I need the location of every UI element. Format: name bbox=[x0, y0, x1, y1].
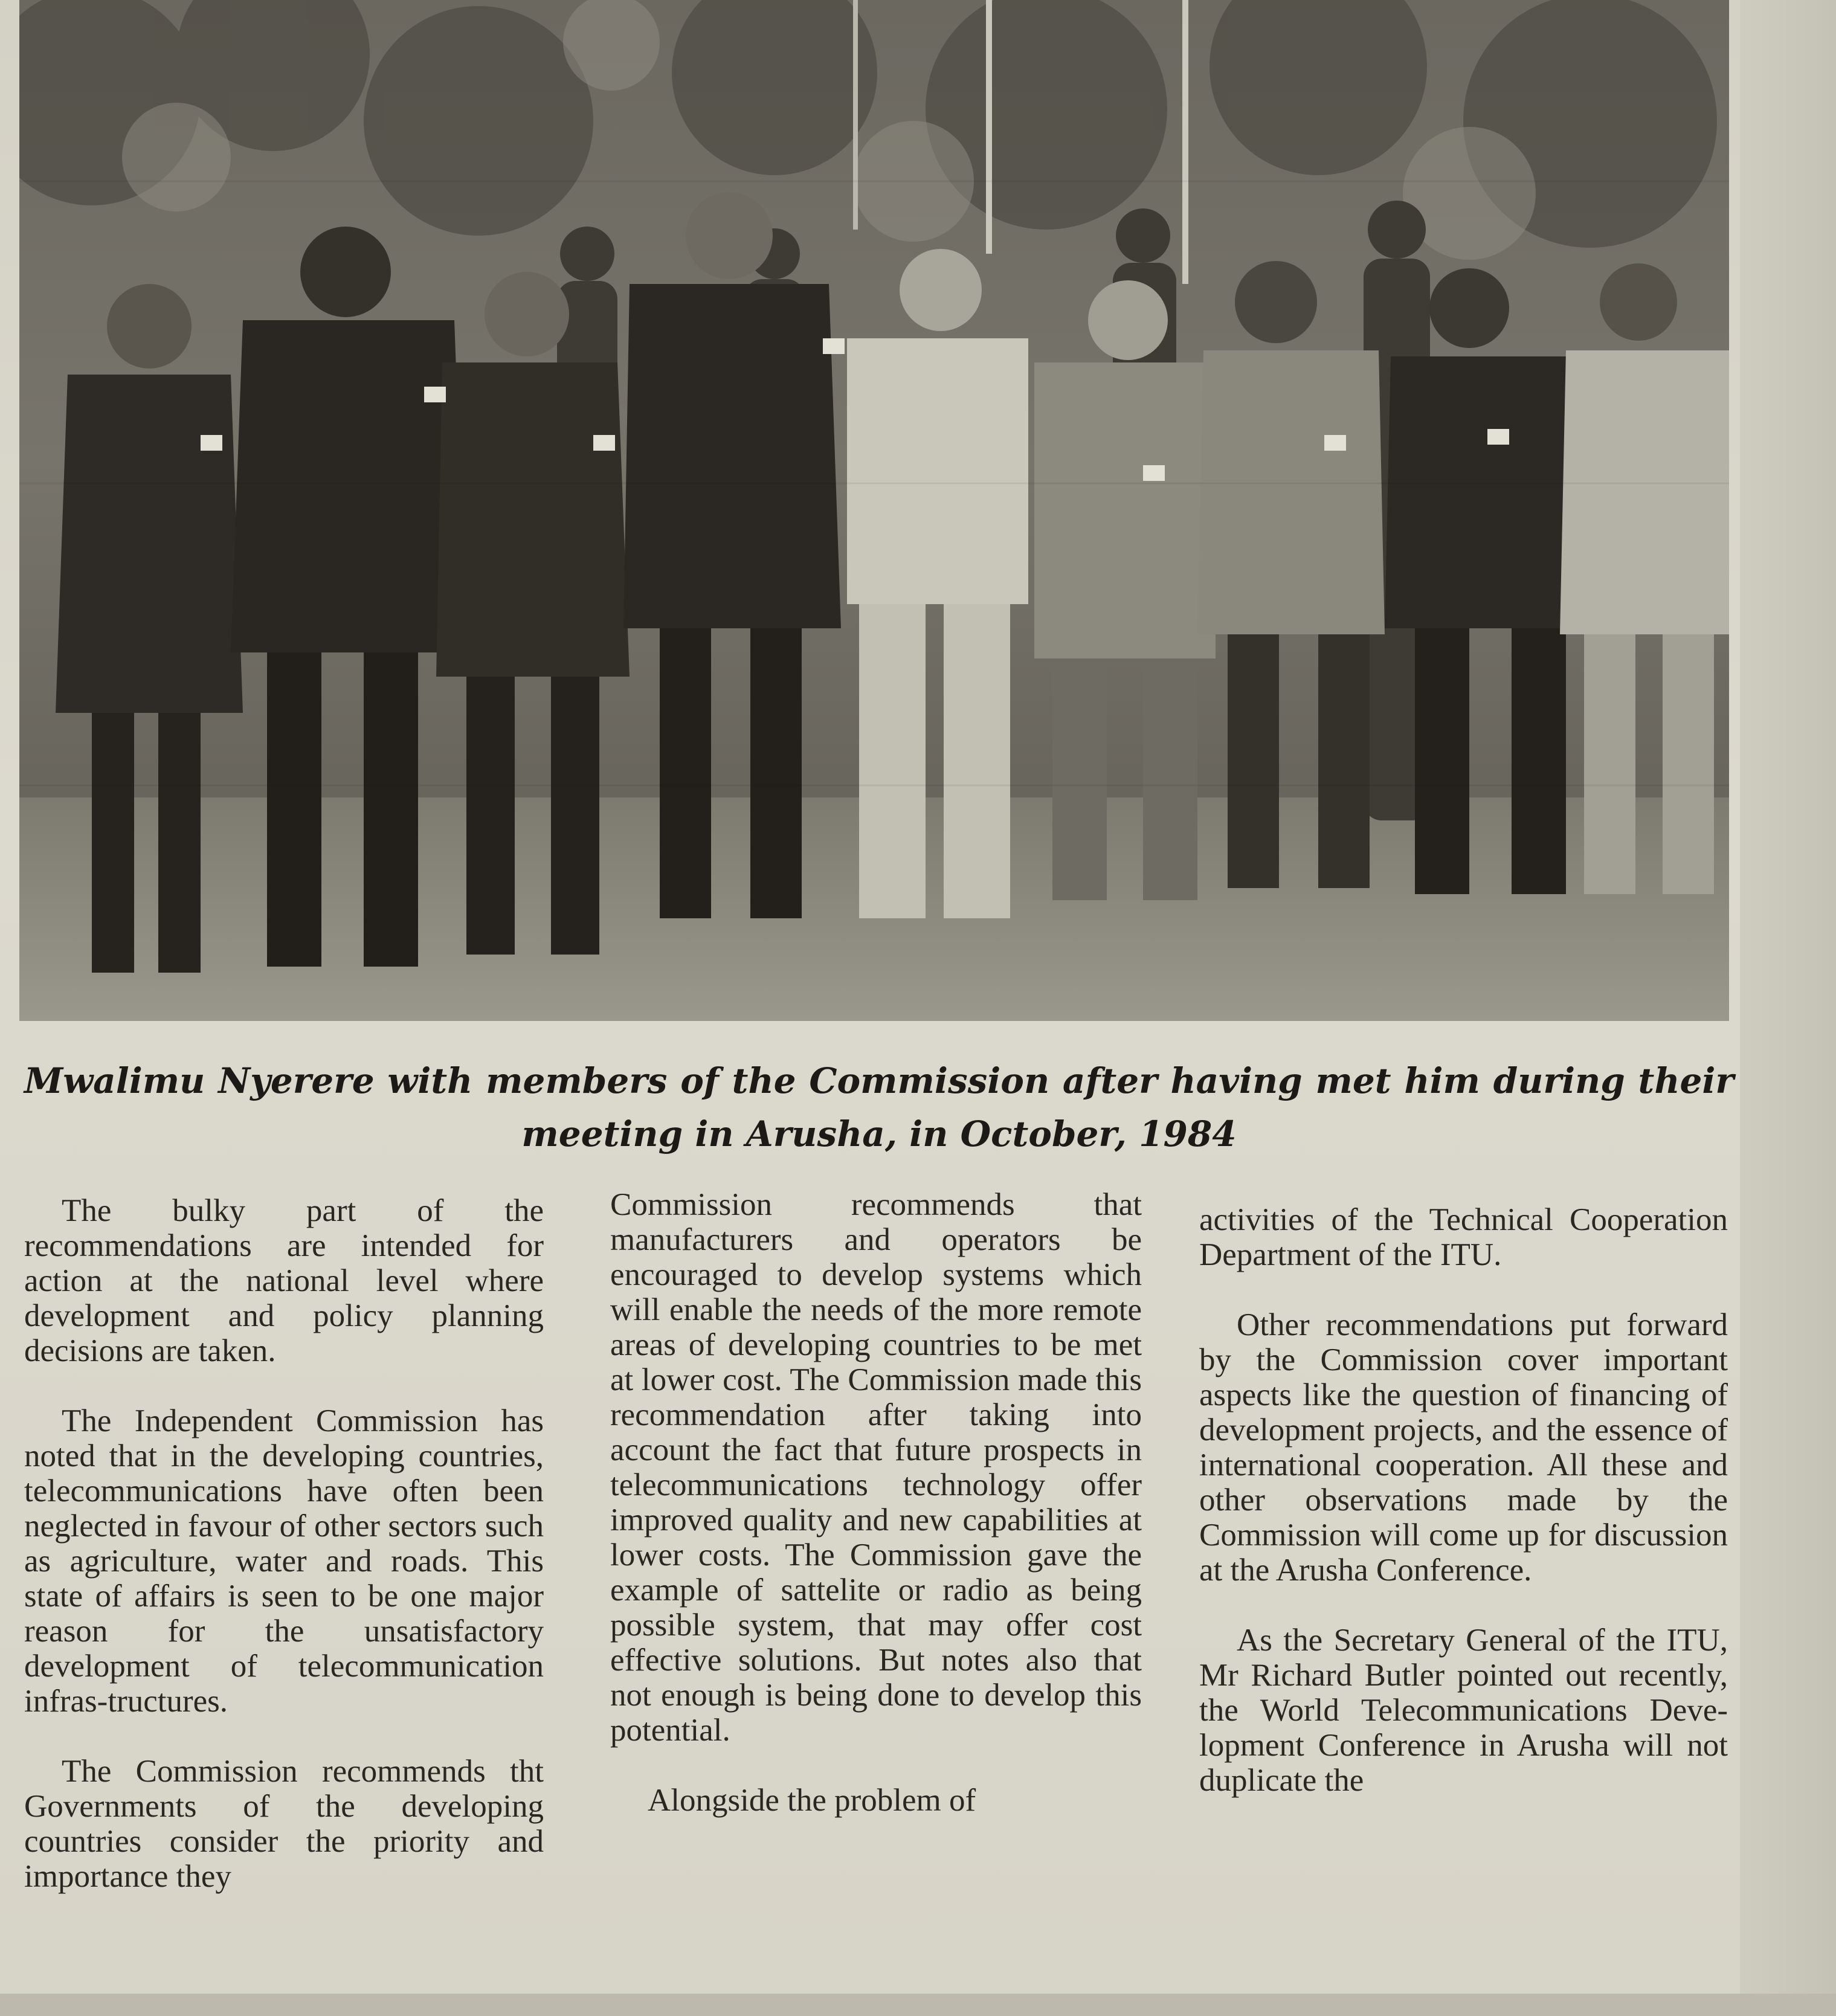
paragraph: activities of the Technical Cooperation Department of the ITU. bbox=[1199, 1202, 1728, 1272]
caption-line-2: meeting in Arusha, in October, 1984 bbox=[521, 1113, 1237, 1155]
caption-line-1: Mwalimu Nyerere with members of the Commission after having met him during their bbox=[24, 1060, 1734, 1101]
paragraph: Commission recommends that manufacturers and operators be encouraged to develop systems which will enable the needs of the more remote areas of developing countries to be met at lower cost. The Commission made this recommendation after taking into account the fact that future prospects in telecommunications technology offer improved quality and new capabilities at lower costs. The Commission gave the example of sattelite or radio as being possible system, that may offer cost effective solutions. But notes also that not enough is being done to develop this potential. bbox=[610, 1187, 1142, 1748]
photo-illustration bbox=[19, 0, 1729, 1021]
article-column-1 bbox=[24, 1193, 544, 1894]
paragraph: The Independent Commission has noted that in the developing countries, telecommunications have often been neglected in favour of other sectors such as agriculture, water and roads. This state of affairs is seen to be one major reason for the unsatisfactory development of telecommunication infras-tructures. bbox=[24, 1403, 544, 1719]
paragraph: The Commission recommends tht Governments of the developing countries consider the priority and importance they bbox=[24, 1754, 544, 1894]
paragraph: Alongside the problem of bbox=[648, 1783, 976, 1818]
article-column-2 bbox=[610, 1187, 1142, 1818]
paragraph: The bulky part of the recommendations are intended for action at the national level where development and policy planning decisions are taken. bbox=[24, 1193, 544, 1368]
page-bottom-edge bbox=[0, 1994, 1836, 2016]
group-photograph bbox=[19, 0, 1729, 1021]
article-column-3 bbox=[1199, 1202, 1728, 1798]
page-edge bbox=[1740, 0, 1836, 2016]
paragraph: Other recommendations put forward by the Commission cover important aspects like the question of financing of development projects, and the essence of international cooperation. All these and other observations made by the Commission will come up for discussion at the Arusha Conference. bbox=[1199, 1307, 1728, 1588]
paragraph: As the Secretary General of the ITU, Mr Richard Butler pointed out recently, the World Telecommunications Deve-lopment Conference in Arusha will not duplicate the bbox=[1199, 1623, 1728, 1798]
photo-caption bbox=[24, 1054, 1734, 1161]
